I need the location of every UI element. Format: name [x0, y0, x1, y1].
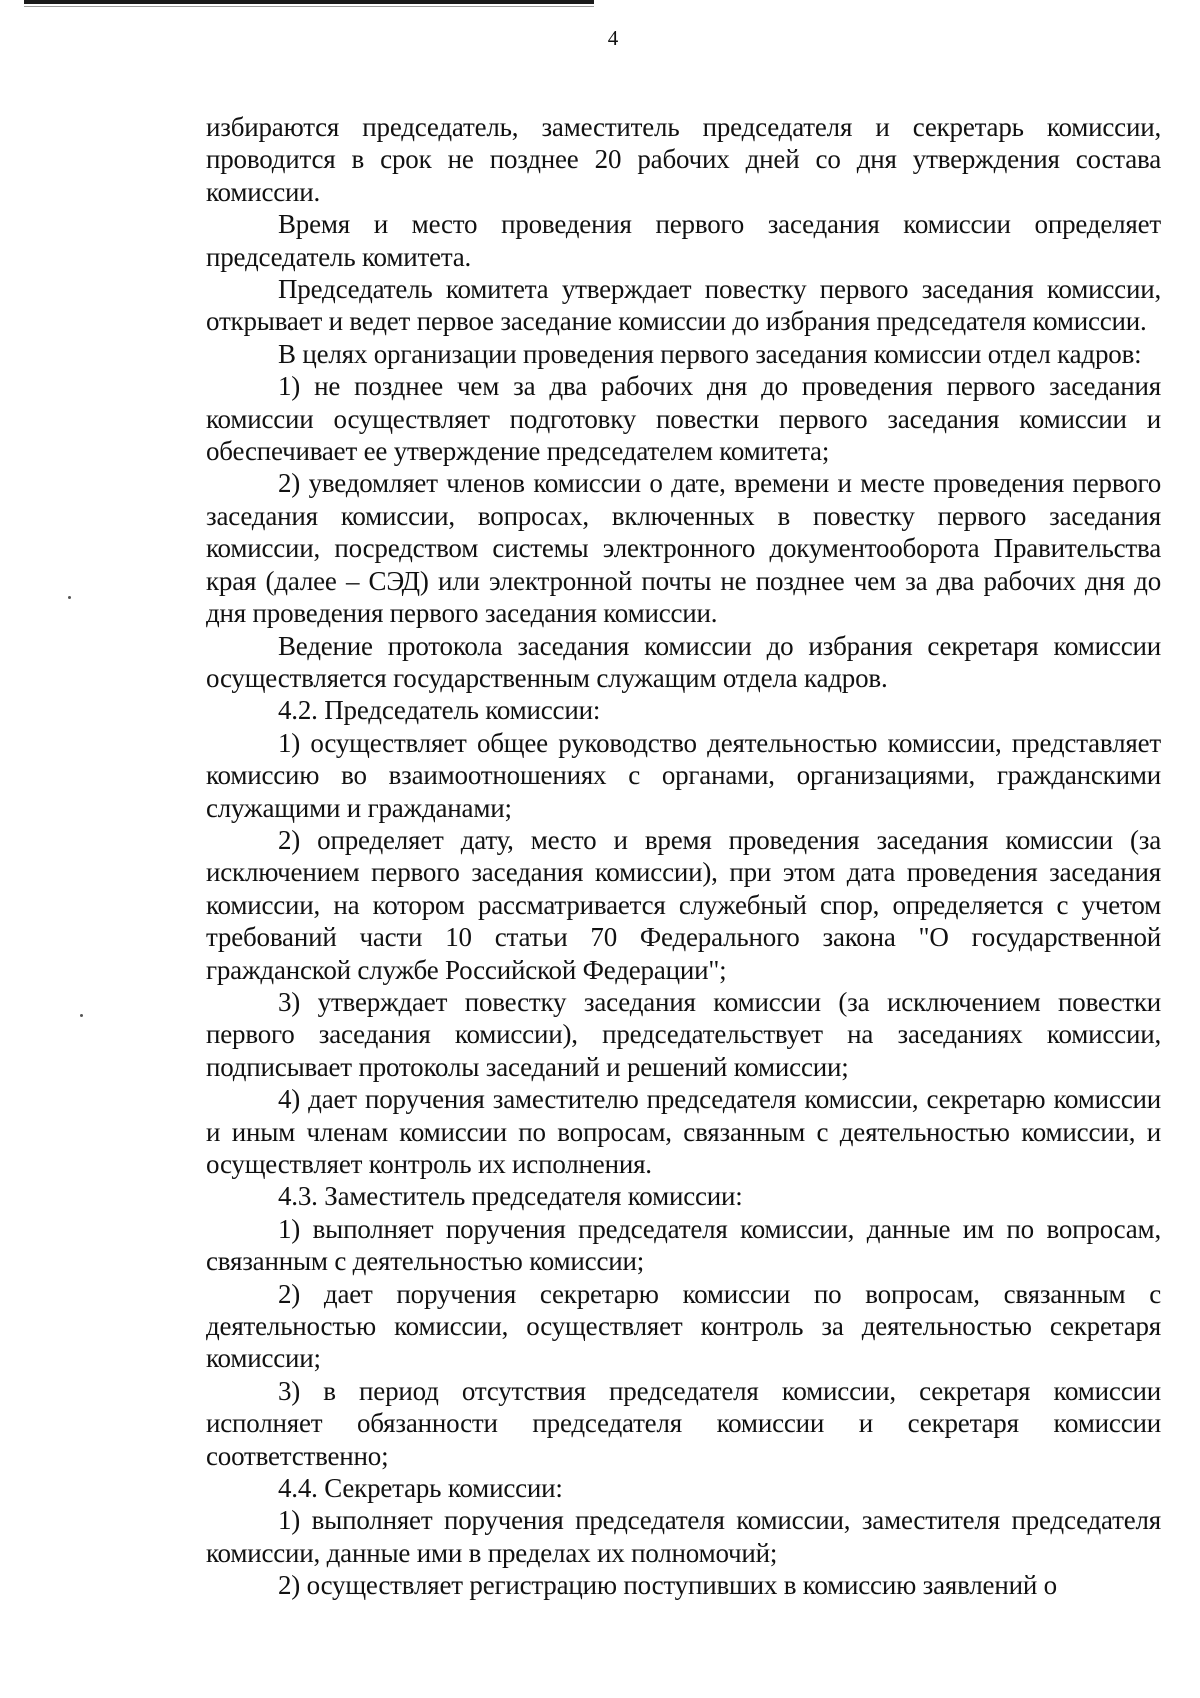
page-number: 4	[607, 26, 619, 50]
list-item: 3) в период отсутствия председателя комиссии, секретаря комиссии исполняет обязанности председателя комиссии и секретаря комиссии соответственно;	[206, 1375, 1161, 1471]
list-item: 1) выполняет поручения председателя комиссии, заместителя председателя комиссии, данные ими в пределах их полномочий;	[206, 1505, 1161, 1568]
list-item: 2) дает поручения секретарю комиссии по вопросам, связанным с деятельностью комиссии, осуществляет контроль за деятельностью секретаря комиссии;	[206, 1278, 1161, 1374]
list-item: 2) уведомляет членов комиссии о дате, времени и месте проведения первого заседания комиссии, вопросах, включенных в повестку первого заседания комиссии, посредством системы электронного документооборота Правительства края (далее – СЭД) или электронной почты не позднее чем за два рабочих дня до дня проведения первого заседания комиссии.	[206, 468, 1161, 629]
paragraph: В целях организации проведения первого заседания комиссии отдел кадров:	[278, 338, 1142, 369]
section-heading: 4.2. Председатель комиссии:	[278, 695, 601, 726]
paragraph: Председатель комитета утверждает повестку первого заседания комиссии, открывает и ведет первое заседание комиссии до избрания председателя комиссии.	[206, 274, 1161, 337]
list-item: 2) определяет дату, место и время проведения заседания комиссии (за исключением первого заседания комиссии), при этом дата проведения заседания комиссии, на котором рассматривается служебный спор, определяется с учетом требований части 10 статьи 70 Федерального закона "О государственной гражданской службе Российской Федерации";	[206, 824, 1161, 985]
paragraph-continuation: избираются председатель, заместитель председателя и секретарь комиссии, проводится в срок не позднее 20 рабочих дней со дня утверждения состава комиссии.	[206, 112, 1161, 207]
scan-top-rule	[24, 0, 594, 4]
list-item: 2) осуществляет регистрацию поступивших в комиссию заявлений о	[278, 1570, 1057, 1601]
list-item: 3) утверждает повестку заседания комиссии (за исключением повестки первого заседания комиссии), председательствует на заседаниях комиссии, подписывает протоколы заседаний и решений комиссии;	[206, 986, 1161, 1082]
document-body	[206, 111, 1161, 1602]
scan-speck	[68, 596, 71, 599]
list-item: 4) дает поручения заместителю председателя комиссии, секретарю комиссии и иным членам комиссии по вопросам, связанным с деятельностью комиссии, и осуществляет контроль их исполнения.	[206, 1084, 1161, 1179]
scan-top-rule-faint	[24, 6, 594, 7]
section-heading: 4.4. Секретарь комиссии:	[278, 1473, 563, 1504]
list-item: 1) осуществляет общее руководство деятельностью комиссии, представляет комиссию во взаимоотношениях с органами, организациями, гражданскими служащими и гражданами;	[206, 727, 1161, 823]
list-item: 1) выполняет поручения председателя комиссии, данные им по вопросам, связанным с деятельностью комиссии;	[206, 1213, 1161, 1277]
paragraph: Время и место проведения первого заседания комиссии определяет председатель комитета.	[206, 209, 1161, 272]
paragraph: Ведение протокола заседания комиссии до избрания секретаря комиссии осуществляется государственным служащим отдела кадров.	[206, 630, 1161, 693]
list-item: 1) не позднее чем за два рабочих дня до проведения первого заседания комиссии осуществляет подготовку повестки первого заседания комиссии и обеспечивает ее утверждение председателем комитета;	[206, 371, 1161, 467]
section-heading: 4.3. Заместитель председателя комиссии:	[278, 1181, 743, 1212]
scan-speck	[80, 1014, 83, 1017]
